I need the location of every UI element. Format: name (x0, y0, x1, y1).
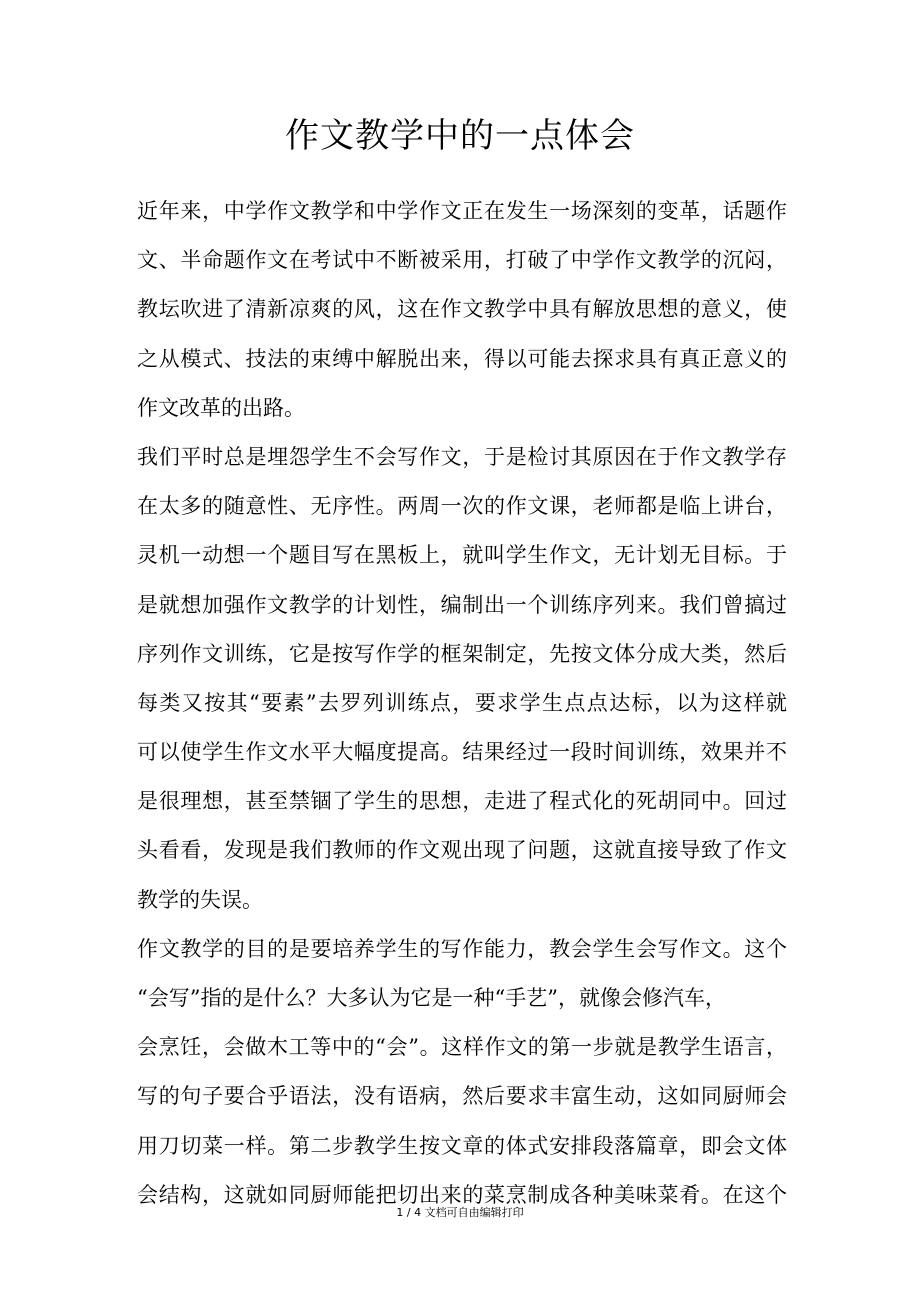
text-line: “会写”指的是什么？大多认为它是一种“手艺”，就像会修汽车， (137, 986, 726, 1010)
text-line: 用刀切菜一样。第二步教学生按文章的体式安排段落篇章，即会文体 (137, 1133, 787, 1158)
text-line: 灵机一动想一个题目写在黑板上，就叫学生作文，无计划无目标。于 (137, 543, 787, 568)
text-line: 每类又按其“要素”去罗列训练点，要求学生点点达标，以为这样就 (137, 690, 787, 715)
text-line: 之从模式、技法的束缚中解脱出来，得以可能去探求具有真正意义的 (137, 346, 787, 371)
text-line: 近年来，中学作文教学和中学作文正在发生一场深刻的变革，话题作 (137, 199, 787, 223)
page-footer: 1 / 4 文档可自由编辑打印 (396, 1206, 524, 1219)
paragraph-1 (137, 187, 787, 433)
text-line: 作文教学的目的是要培养学生的写作能力，教会学生会写作文。这个 (137, 936, 787, 961)
paragraph-2 (137, 433, 787, 925)
text-line: 我们平时总是埋怨学生不会写作文，于是检讨其原因在于作文教学存 (137, 444, 787, 469)
text-line: 教坛吹进了清新凉爽的风，这在作文教学中具有解放思想的意义，使 (137, 297, 787, 322)
text-line: 在太多的随意性、无序性。两周一次的作文课，老师都是临上讲台， (137, 494, 787, 519)
text-line: 是很理想，甚至禁锢了学生的思想，走进了程式化的死胡同中。回过 (137, 789, 787, 814)
text-line: 可以使学生作文水平大幅度提高。结果经过一段时间训练，效果并不 (137, 740, 787, 765)
paragraph-3 (137, 925, 787, 1220)
text-line: 序列作文训练，它是按写作学的框架制定，先按文体分成大类，然后 (137, 641, 787, 666)
text-line: 会烹饪，会做木工等中的“会”。这样作文的第一步就是教学生语言， (137, 1035, 787, 1060)
text-line: 作文改革的出路。 (137, 395, 305, 420)
text-line: 文、半命题作文在考试中不断被采用，打破了中学作文教学的沉闷， (137, 248, 787, 273)
text-line: 是就想加强作文教学的计划性，编制出一个训练序列来。我们曾搞过 (137, 592, 787, 617)
text-line: 教学的失误。 (137, 887, 263, 912)
document-title: 作文教学中的一点体会 (285, 116, 635, 156)
text-line: 会结构，这就如同厨师能把切出来的菜烹制成各种美味菜肴。在这个 (137, 1182, 787, 1207)
text-line: 写的句子要合乎语法，没有语病，然后要求丰富生动，这如同厨师会 (137, 1084, 787, 1109)
document-body (137, 187, 787, 1220)
text-line: 头看看，发现是我们教师的作文观出现了问题，这就直接导致了作文 (137, 838, 787, 863)
